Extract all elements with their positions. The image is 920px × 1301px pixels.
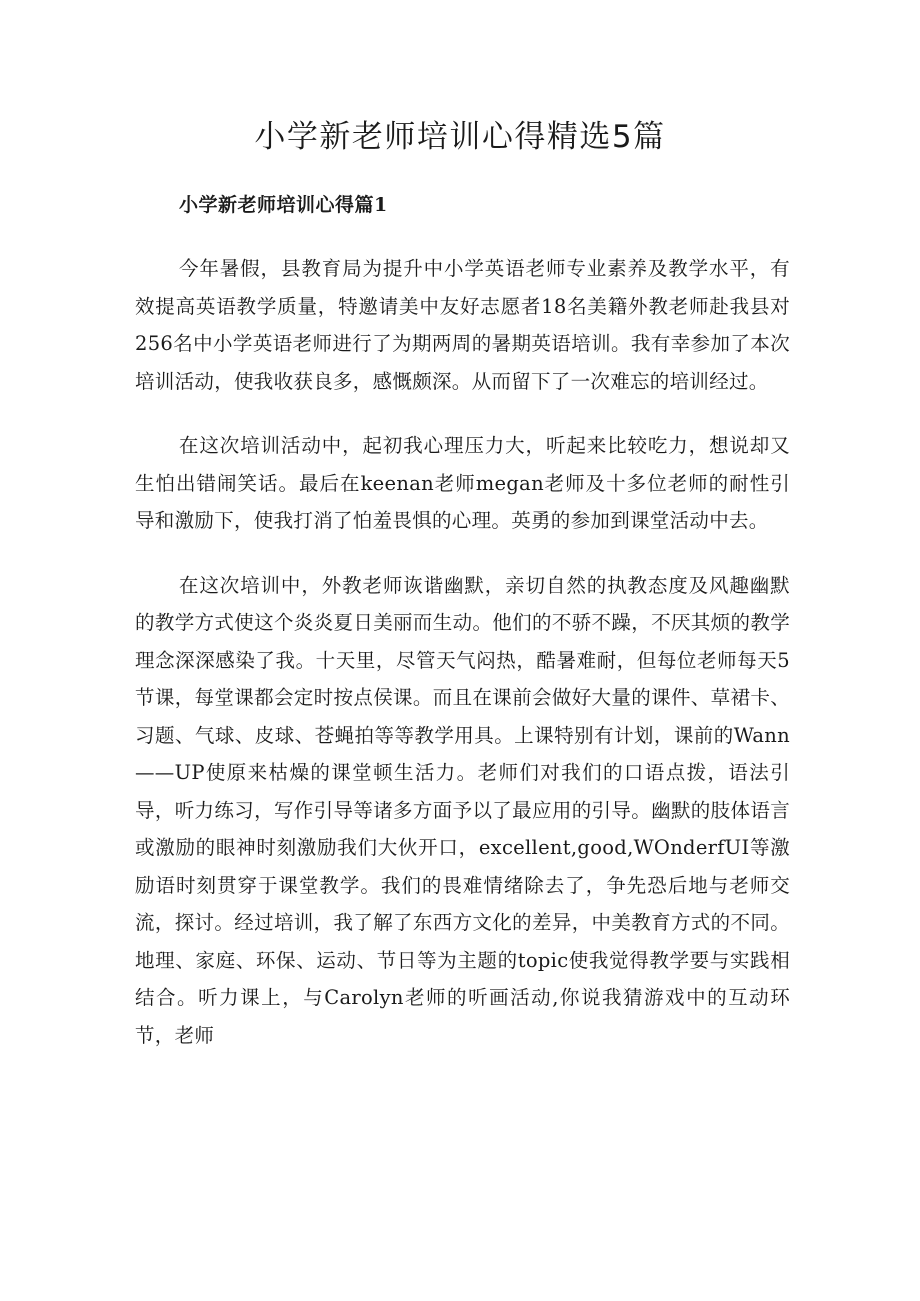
paragraph-2: 在这次培训活动中，起初我心理压力大，听起来比较吃力，想说却又生怕出错闹笑话。最后在keenan老师megan老师及十多位老师的耐性引导和激励下，使我打消了怕羞畏惧的心理。英勇的参加到课堂活动中去。 [135,434,790,532]
paragraph-1: 今年暑假，县教育局为提升中小学英语老师专业素养及教学水平，有效提高英语教学质量，特邀请美中友好志愿者18名美籍外教老师赴我县对256名中小学英语老师进行了为期两周的暑期英语培训。我有幸参加了本次培训活动，使我收获良多，感慨颇深。从而留下了一次难忘的培训经过。 [135,257,790,393]
document-title: 小学新老师培训心得精选5篇 [254,119,666,155]
paragraph-3: 在这次培训中，外教老师诙谐幽默，亲切自然的执教态度及风趣幽默的教学方式使这个炎炎夏日美丽而生动。他们的不骄不躁，不厌其烦的教学理念深深感染了我。十天里，尽管天气闷热，酷暑难耐，但每位老师每天5节课，每堂课都会定时按点侯课。而且在课前会做好大量的课件、草裙卡、习题、气球、皮球、苍蝇拍等等教学用具。上课特别有计划，课前的Wann——UP使原来枯燥的课堂顿生活力。老师们对我们的口语点拨，语法引导，听力练习，写作引导等诸多方面予以了最应用的引导。幽默的肢体语言或激励的眼神时刻激励我们大伙开口，excellent,good,WOnderfUI等激励语时刻贯穿于课堂教学。我们的畏难情绪除去了，争先恐后地与老师交流，探讨。经过培训，我了解了东西方文化的差异，中美教育方式的不同。地理、家庭、环保、运动、节日等为主题的topic使我觉得教学要与实践相结合。听力课上，与Carolyn老师的听画活动,你说我猜游戏中的互动环节，老师 [135,573,790,1047]
document-body [135,250,790,1081]
section-heading: 小学新老师培训心得篇1 [179,194,388,216]
